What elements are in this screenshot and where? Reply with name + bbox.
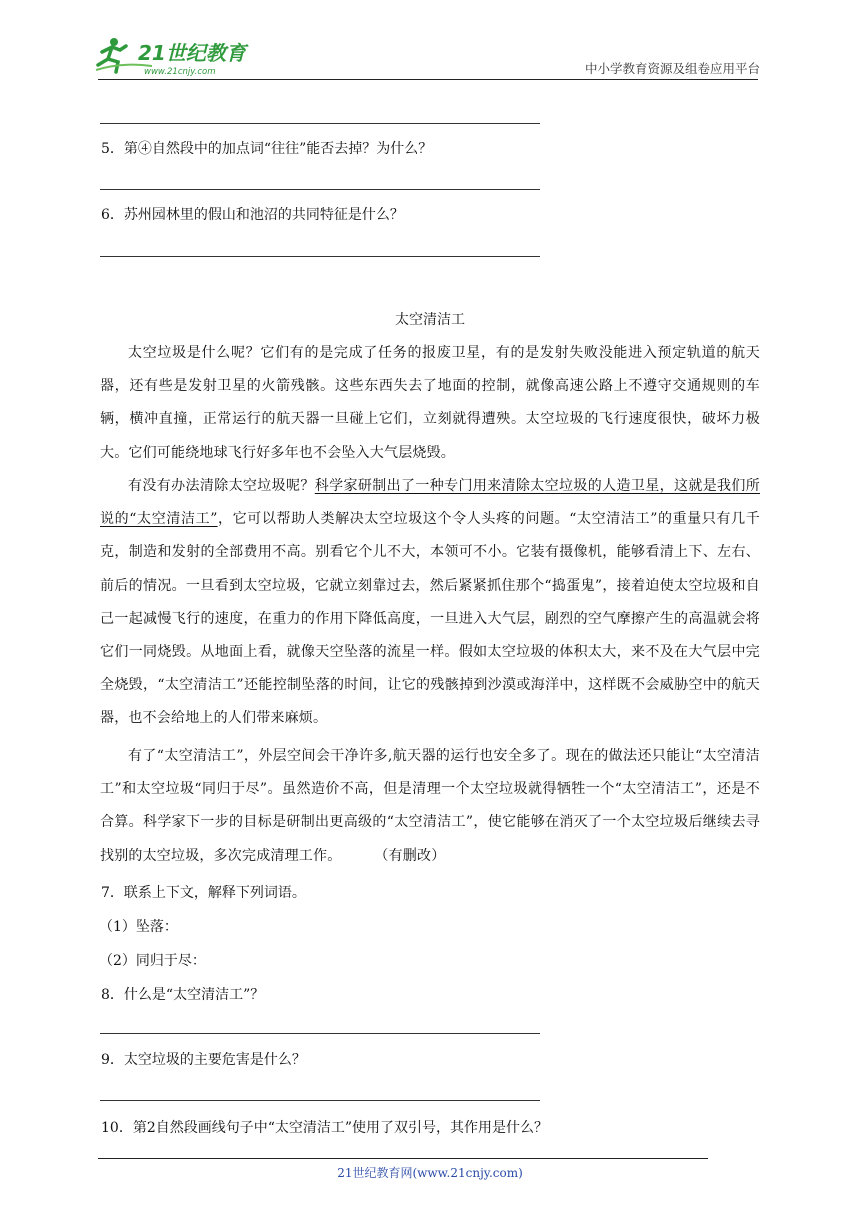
source-note: （有删改）: [381, 847, 446, 864]
footer-divider: [98, 1158, 708, 1159]
logo-url: www.21cnjy.com: [144, 67, 216, 77]
answer-line: [100, 1100, 540, 1101]
answer-line: [100, 1033, 540, 1034]
footer-link[interactable]: 21世纪教育网(www.21cnjy.com): [337, 1166, 523, 1180]
underlined-sentence: 科学家研制出了一种专门用来清除太空垃圾的人造卫星，这就是我们所说的“太空清洁工”: [100, 478, 760, 528]
question-7: 7．联系上下文，解释下列词语。: [101, 885, 306, 901]
paragraph-2-body: ，它可以帮助人类解决太空垃圾这个令人头疼的问题。“太空清洁工”的重量只有几千克，制造和发射的全部费用不高。别看它个儿不大，本领可不小。它装有摄像机，能够看清上下、左右、前后的情况。一旦看到太空垃圾，它就立刻靠过去，然后紧紧抓住那个“捣蛋鬼”，接着迫使太空垃圾和自己一起减慢飞行的速度，在重力的作用下降低高度，一旦进入大气层，剧烈的空气摩擦产生的高温就会将它们一同烧毁。从地面上看，就像天空坠落的流星一样。假如太空垃圾的体积太大，来不及在大气层中完全烧毁，“太空清洁工”还能控制坠落的时间，让它的残骸掉到沙漠或海洋中，这样既不会威胁空中的航天器，也不会给地上的人们带来麻烦。: [100, 511, 760, 727]
question-7-2: （2）同归于尽：: [99, 953, 206, 969]
article-paragraph-2: [100, 470, 760, 736]
answer-line: [100, 123, 540, 124]
answer-line: [100, 189, 540, 190]
article-paragraph-1: 太空垃圾是什么呢？它们有的是完成了任务的报废卫星，有的是发射失败没能进入预定轨道的航天器，还有些是发射卫星的火箭残骸。这些东西失去了地面的控制，就像高速公路上不遵守交通规则的车辆，横冲直撞，正常运行的航天器一旦碰上它们，立刻就得遭殃。太空垃圾的飞行速度很快，破坏力极大。它们可能绕地球飞行好多年也不会坠入大气层烧毁。: [100, 345, 760, 461]
article-paragraph-3: [100, 740, 760, 873]
header-divider: [98, 79, 758, 80]
site-logo[interactable]: [92, 32, 262, 80]
paragraph-3-body: 有了“太空清洁工”，外层空间会干净许多,航天器的运行也安全多了。现在的做法还只能让“太空清洁工”和太空垃圾“同归于尽”。虽然造价不高，但是清理一个太空垃圾就得牺牲一个“太空清洁工”，还是不合算。科学家下一步的目标是研制出更高级的“太空清洁工”，使它能够在消灭了一个太空垃圾后继续去寻找别的太空垃圾，多次完成清理工作。: [100, 748, 760, 864]
question-6: 6．苏州园林里的假山和池沼的共同特征是什么？: [101, 207, 404, 223]
platform-name: 中小学教育资源及组卷应用平台: [584, 61, 760, 76]
question-5: 5．第④自然段中的加点词“往往”能否去掉？为什么？: [101, 141, 433, 157]
answer-line: [100, 256, 540, 257]
question-9: 9．太空垃圾的主要危害是什么？: [101, 1052, 306, 1068]
question-7-1: （1）坠落：: [99, 919, 178, 935]
article-title: 太空清洁工: [395, 312, 465, 328]
question-10: 10．第2自然段画线句子中“太空清洁工”使用了双引号，其作用是什么？: [101, 1120, 549, 1136]
logo-text: 21世纪教育: [138, 41, 246, 65]
paragraph-2-lead: 有没有办法清除太空垃圾呢？: [128, 478, 315, 494]
runner-logo-icon: [92, 32, 262, 80]
question-8: 8．什么是“太空清洁工”？: [101, 987, 265, 1003]
